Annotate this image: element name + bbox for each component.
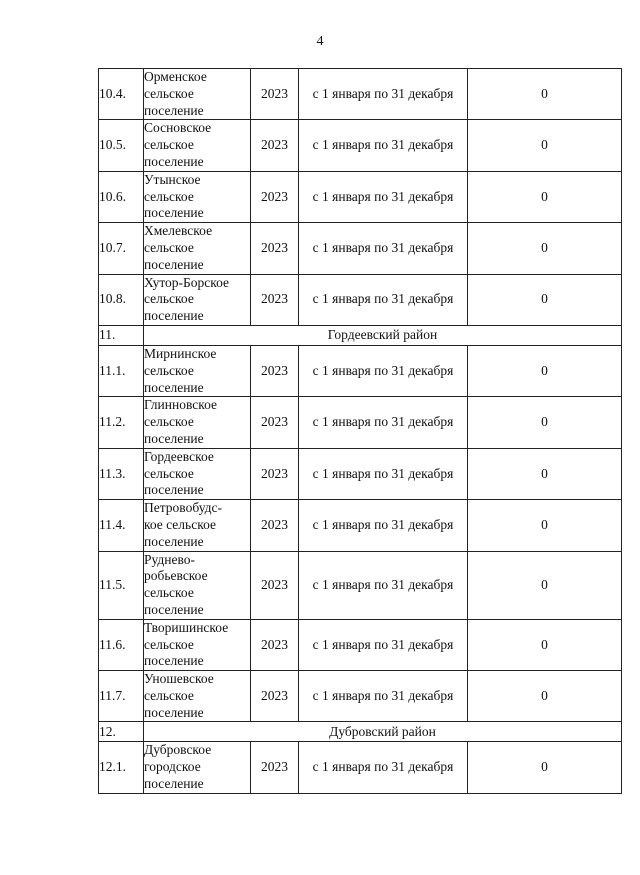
settlement-name bbox=[144, 500, 251, 551]
year-cell: 2023 bbox=[251, 551, 299, 619]
value-cell: 0 bbox=[468, 69, 622, 120]
period-cell: с 1 января по 31 декабря bbox=[299, 551, 468, 619]
settlement-name-line: поселение bbox=[144, 533, 204, 549]
value-cell: 0 bbox=[468, 120, 622, 171]
district-row bbox=[99, 325, 622, 345]
settlement-name-line: сельское bbox=[144, 188, 194, 204]
value-cell: 0 bbox=[468, 397, 622, 448]
value-cell: 0 bbox=[468, 274, 622, 325]
settlement-name bbox=[144, 619, 251, 670]
settlement-name-line: кое сельское bbox=[144, 516, 216, 532]
settlement-name-line: сельское bbox=[144, 465, 194, 481]
table-row bbox=[99, 619, 622, 670]
settlement-name bbox=[144, 345, 251, 396]
settlement-name-line: поселение bbox=[144, 102, 204, 118]
settlement-name bbox=[144, 120, 251, 171]
settlement-name-line: Утынское bbox=[144, 171, 201, 187]
period-cell: с 1 января по 31 декабря bbox=[299, 120, 468, 171]
period-cell: с 1 января по 31 декабря bbox=[299, 448, 468, 499]
period-cell: с 1 января по 31 декабря bbox=[299, 500, 468, 551]
year-cell: 2023 bbox=[251, 69, 299, 120]
settlement-name bbox=[144, 274, 251, 325]
row-number: 11.7. bbox=[99, 671, 144, 722]
settlement-name-line: Мирнинское bbox=[144, 345, 217, 361]
year-cell: 2023 bbox=[251, 171, 299, 222]
settlement-name-line: поселение bbox=[144, 153, 204, 169]
table-row bbox=[99, 448, 622, 499]
year-cell: 2023 bbox=[251, 500, 299, 551]
row-number: 11.5. bbox=[99, 551, 144, 619]
value-cell: 0 bbox=[468, 619, 622, 670]
settlement-name-line: поселение bbox=[144, 704, 204, 720]
table-row bbox=[99, 223, 622, 274]
settlement-name-line: Творишинское bbox=[144, 619, 229, 635]
settlement-name-line: поселение bbox=[144, 379, 204, 395]
value-cell: 0 bbox=[468, 742, 622, 793]
table-row bbox=[99, 671, 622, 722]
settlement-name-line: Гордеевское bbox=[144, 448, 214, 464]
table-row bbox=[99, 742, 622, 793]
period-cell: с 1 января по 31 декабря bbox=[299, 345, 468, 396]
year-cell: 2023 bbox=[251, 671, 299, 722]
settlement-name bbox=[144, 742, 251, 793]
row-number: 10.7. bbox=[99, 223, 144, 274]
table-row bbox=[99, 397, 622, 448]
settlement-name-line: Орменское bbox=[144, 69, 207, 84]
row-number: 11.4. bbox=[99, 500, 144, 551]
year-cell: 2023 bbox=[251, 223, 299, 274]
district-name: Гордеевский район bbox=[144, 325, 622, 345]
settlement-name-line: робьевское bbox=[144, 568, 208, 584]
value-cell: 0 bbox=[468, 223, 622, 274]
settlement-name-line: городское bbox=[144, 759, 201, 775]
row-number: 12.1. bbox=[99, 742, 144, 793]
period-cell: с 1 января по 31 декабря bbox=[299, 397, 468, 448]
settlements-table bbox=[98, 68, 622, 794]
table-row bbox=[99, 551, 622, 619]
settlement-name-line: сельское bbox=[144, 137, 194, 153]
settlement-name-line: поселение bbox=[144, 430, 204, 446]
value-cell: 0 bbox=[468, 345, 622, 396]
row-number: 10.8. bbox=[99, 274, 144, 325]
page-number: 4 bbox=[316, 34, 324, 49]
district-row bbox=[99, 722, 622, 742]
settlement-name-line: сельское bbox=[144, 414, 194, 430]
settlement-name bbox=[144, 223, 251, 274]
settlement-name-line: поселение bbox=[144, 601, 204, 617]
table-body bbox=[99, 69, 622, 794]
value-cell: 0 bbox=[468, 551, 622, 619]
year-cell: 2023 bbox=[251, 397, 299, 448]
settlement-name bbox=[144, 671, 251, 722]
period-cell: с 1 января по 31 декабря bbox=[299, 171, 468, 222]
settlement-name-line: сельское bbox=[144, 239, 194, 255]
period-cell: с 1 января по 31 декабря bbox=[299, 742, 468, 793]
table-row bbox=[99, 345, 622, 396]
settlement-name-line: сельское bbox=[144, 85, 194, 101]
value-cell: 0 bbox=[468, 171, 622, 222]
period-cell: с 1 января по 31 декабря bbox=[299, 671, 468, 722]
row-number: 11.3. bbox=[99, 448, 144, 499]
settlement-name-line: Дубровское bbox=[144, 742, 212, 758]
settlement-name bbox=[144, 551, 251, 619]
settlement-name-line: Хмелевское bbox=[144, 223, 213, 239]
year-cell: 2023 bbox=[251, 619, 299, 670]
settlement-name-line: поселение bbox=[144, 205, 204, 221]
year-cell: 2023 bbox=[251, 345, 299, 396]
settlement-name-line: поселение bbox=[144, 482, 204, 498]
settlement-name-line: Глинновское bbox=[144, 397, 218, 413]
settlement-name-line: поселение bbox=[144, 776, 204, 792]
period-cell: с 1 января по 31 декабря bbox=[299, 619, 468, 670]
settlement-name bbox=[144, 69, 251, 120]
district-name: Дубровский район bbox=[144, 722, 622, 742]
table-row bbox=[99, 274, 622, 325]
value-cell: 0 bbox=[468, 671, 622, 722]
settlement-name bbox=[144, 171, 251, 222]
table-row bbox=[99, 120, 622, 171]
settlement-name-line: сельское bbox=[144, 687, 194, 703]
settlement-name-line: поселение bbox=[144, 653, 204, 669]
settlement-name-line: Уношевское bbox=[144, 671, 214, 687]
year-cell: 2023 bbox=[251, 448, 299, 499]
table-row bbox=[99, 500, 622, 551]
settlement-name-line: сельское bbox=[144, 291, 194, 307]
row-number: 11. bbox=[99, 325, 144, 345]
row-number: 10.5. bbox=[99, 120, 144, 171]
settlement-name-line: Петровобудс- bbox=[144, 500, 222, 516]
table-row bbox=[99, 69, 622, 120]
row-number: 11.2. bbox=[99, 397, 144, 448]
settlement-name-line: Хутор-Борское bbox=[144, 274, 230, 290]
value-cell: 0 bbox=[468, 500, 622, 551]
settlement-name-line: сельское bbox=[144, 585, 194, 601]
settlement-name bbox=[144, 397, 251, 448]
row-number: 10.6. bbox=[99, 171, 144, 222]
period-cell: с 1 января по 31 декабря bbox=[299, 223, 468, 274]
settlement-name-line: сельское bbox=[144, 362, 194, 378]
settlement-name-line: поселение bbox=[144, 256, 204, 272]
settlement-name-line: Сосновское bbox=[144, 120, 212, 136]
settlement-name-line: Руднево- bbox=[144, 551, 196, 567]
value-cell: 0 bbox=[468, 448, 622, 499]
period-cell: с 1 января по 31 декабря bbox=[299, 274, 468, 325]
table-row bbox=[99, 171, 622, 222]
settlement-name-line: поселение bbox=[144, 308, 204, 324]
row-number: 12. bbox=[99, 722, 144, 742]
row-number: 10.4. bbox=[99, 69, 144, 120]
period-cell: с 1 января по 31 декабря bbox=[299, 69, 468, 120]
year-cell: 2023 bbox=[251, 742, 299, 793]
year-cell: 2023 bbox=[251, 120, 299, 171]
settlement-name-line: сельское bbox=[144, 636, 194, 652]
year-cell: 2023 bbox=[251, 274, 299, 325]
settlement-name bbox=[144, 448, 251, 499]
row-number: 11.6. bbox=[99, 619, 144, 670]
row-number: 11.1. bbox=[99, 345, 144, 396]
